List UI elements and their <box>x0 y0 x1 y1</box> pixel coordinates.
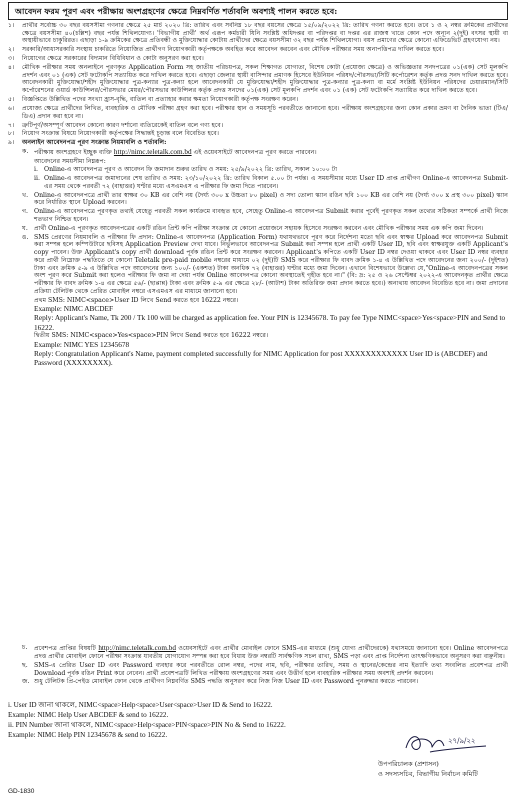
condition-item <box>8 130 508 138</box>
item-text: অনলাইন আবেদনপত্র পূরণ সংক্রান্ত নিয়মাবলি ও শর্তাবলি: <box>22 139 167 147</box>
sms-second-example: Example: NIMC YES 12345678 <box>34 339 130 349</box>
online-sub-e <box>22 234 508 296</box>
sub-number: ক. <box>22 148 29 156</box>
sub-number: ছ. <box>22 661 28 669</box>
document-code: GD-1830 <box>8 788 35 795</box>
condition-item <box>8 122 508 130</box>
schedule-number: ii. <box>34 175 40 183</box>
condition-item <box>8 96 508 104</box>
notice-heading: আবেদন ফরম পূরণ এবং পরীক্ষায় অংশগ্রহণের ক্ষেত্রে নিম্নবর্ণিত শর্তাবলি অবশ্যই পালন করতে হবে: <box>8 2 508 20</box>
sms-first-example: Example: NIMC ABCDEF <box>34 304 114 314</box>
recovery-user-id: i. User ID জানা থাকলে, NIMC<space>Help<space>User<space>User ID & Send to 16222. <box>8 701 273 709</box>
item-number: ৪। <box>8 64 15 72</box>
recovery-pin-example: Example: NIMC Help PIN 12345678 & send to 16222. <box>8 731 168 739</box>
recovery-pin: ii. PIN Number জানা থাকলে, NIMC<space>Help<space>PIN<space>PIN No & Send to 16222. <box>8 721 286 729</box>
schedule-number: i. <box>34 166 38 174</box>
online-sub-a <box>22 148 508 157</box>
sub-text: Online-এ আবেদনপত্রে পূরণকৃত তথ্যই যেহেতু পরবর্তী সকল কার্যক্রমে ব্যবহৃত হবে, সেহেতু Online-এ আবেদনপত্র Submit করার পূর্বেই পূরণকৃত সকল তথ্যের সঠিকতা সম্পর্কে প্রার্থী নিজে শতভাগ নিশ্চিত হবেন। <box>34 208 508 223</box>
item-text: বিজ্ঞপ্তিতে উল্লিখিত পদের সংখ্যা হ্রাস-বৃদ্ধি, বাতিল বা প্রত্যাহার করার ক্ষমতা নিয়োগকারী কর্তৃপক্ষ সংরক্ষণ করেন। <box>22 96 299 104</box>
item-number: ১। <box>8 22 15 29</box>
sub-number: গ. <box>22 208 29 216</box>
online-sub-h <box>22 678 508 686</box>
sub-number: খ. <box>22 191 29 199</box>
sub-number: ঙ. <box>22 233 29 241</box>
item-number: ২। <box>8 46 15 54</box>
online-sub-c <box>22 208 508 223</box>
sms-second-reply: Reply: Congratulation Applicant's Name, payment completed successfully for NIMC Application for post XXXXXXXXXXXX User ID is (ABCDEF) and Password (XXXXXXXX). <box>34 348 488 367</box>
item-text: নিয়োগের ক্ষেত্রে সরকারের বিদ্যমান বিধিবিধান ও কোটা অনুসরণ করা হবে। <box>22 55 204 63</box>
item-number: ৯। <box>8 139 15 147</box>
sub-text: SMS প্রেরণের নিয়মাবলি ও পরীক্ষার ফি প্রদান: Online-এ আবেদনপত্র (Application Form) যথাযথভাবে পূরণ করে নির্দেশনা মতো ছবি এবং স্বাক্ষর Upload করে আবেদনপত্র Submit করা সম্পন্ন হলে কম্পিউটারে ছবিসহ Application Preview দেখা যাবে। নির্ভুলভাবে আবেদনপত্র Submit করা সম্পন্ন হলে প্রার্থী একটি User ID, ছবি এবং স্বাক্ষরযুক্ত একটি Applicant's copy পাবেন। উক্ত Applicant's copy প্রার্থী download পূর্বক রঙিন প্রিন্ট করে সংরক্ষণ করবেন। Applicant's কপিতে একটি User ID নম্বর দেওয়া থাকবে এবং User ID নম্বর ব্যবহার করে প্রার্থী নিম্নোক্ত পদ্ধতিতে যে কোনো Teletalk pre-paid mobile নম্বরের মাধ্যমে ০২ (দুই)টি SMS করে পরীক্ষার ফি বাবদ ক্রমিক ১-৪ এ উল্লিখিত পদে আবেদনের জন্য ২০০/- (দুইশত) টাকা এবং ক্রমিক ৫-৯ এ উল্লিখিত পদে আবেদনের জন্য ১০০/- (একশত) টাকা অনধিক ৭২ (বাহাত্তর) ঘণ্টার মধ্যে জমা দিবেন। এখানে বিশেষভাবে উল্লেখ্য যে,"Online-এ আবেদনপত্রের সকল অংশ পূরণ করে Submit করা হলেও পরীক্ষার ফি জমা না দেয়া পর্যন্ত Online আবেদনপত্র কোনো অবস্থাতেই গৃহীত হবে না।" (বি: দ্র: ২৫ ও ২৬ সেপ্টেম্বর ২০২২-এ আবেদনকৃত প্রার্থীর ক্ষেত্রে পরীক্ষার ফি বাবদ ক্রমিক ১-৪ এর ক্ষেত্রে ৫৬/- (ছাপ্পান্ন) টাকা এবং ক্রমিক ৫-৯ এর ক্ষেত্রে ২৮/- (আটাশ) টাকা অতিরিক্ত জমা প্রদান করতে হবে।) অন্যথায় আবেদন বিবেচিত হবে না। জমা প্রদানের প্রক্রিয়া টেলিটক থেকে প্রেরিত মোবাইল নম্বরে এসএমএস এর মাধ্যমে জানানো হবে। <box>34 233 508 295</box>
item-text: ত্রুটিপূর্ণ/অসম্পূর্ণ আবেদন কোনো কারণ দর্শানো ব্যতিরেকেই বাতিল বলে গণ্য হবে। <box>22 121 224 129</box>
condition-item <box>8 105 508 120</box>
item-number: ৭। <box>8 121 15 129</box>
schedule-text: Online-এ আবেদনপত্র পূরণ ও আবেদন ফি জমাদান শুরুর তারিখ ও সময়: ২৫/৯/২০২২ খ্রি: তারিখ, সকাল ১০:০০ টা <box>44 166 338 174</box>
sub-text-pre: প্রবেশপত্র প্রাপ্তির বিষয়টি <box>34 645 96 652</box>
sub-text <box>34 644 508 661</box>
sub-text-post: ওয়েবসাইটে এবং প্রার্থীর মোবাইল ফোনে SMS-এর মাধ্যমে (শুধু যোগ্য প্রার্থীদেরকে) যথাসময়ে জানানো হবে। Online আবেদনপত্রে প্রদত্ত প্রার্থীর মোবাইল ফোনে পরীক্ষা সংক্রান্ত যাবতীয় যোগাযোগ সম্পন্ন করা হবে বিধায় উক্ত নম্বরটি সার্বক্ষণিক সচল রাখা, SMS পড়া এবং প্রাপ্ত নির্দেশনা তাৎক্ষণিকভাবে অনুসরণ করা বাঞ্ছনীয়। <box>34 645 508 660</box>
schedule-item <box>34 175 508 190</box>
item-text: প্রযোজ্য ক্ষেত্রে প্রার্থীদের লিখিত, ব্যবহারিক ও মৌখিক পরীক্ষা গ্রহণ করা হবে। পরীক্ষার স্থান ও সময়সূচি পরবর্তীতে জানানো হবে। পরীক্ষায় অংশগ্রহণের জন্য কোন প্রকার ভ্রমণ বা দৈনিক ভাতা (টিএ/ডিএ) প্রদান করা হবে না। <box>22 104 508 120</box>
online-sub-g <box>22 662 508 677</box>
item-text: প্রার্থীর সর্বোচ্চ ৩০ বছর বয়সসীমা গণনার ক্ষেত্রে ২৫ মার্চ ২০২০ খ্রি: তারিখ এবং সর্বনিম্ন ১৮ বছর বয়সের ক্ষেত্রে ১৫/০৯/২০২২ খ্রি: তারিখ গণনা করতে হবে। তবে ১ ও ২ নম্বর ক্রমিকের প্রার্থীদের ক্ষেত্রে বয়সসীমা ৪০(চল্লিশ) বছর পর্যন্ত শিথিলযোগ্য। 'বিভাগীয় প্রার্থী' অর্থ এরূপ কর্মচারী যিনি সংশ্লিষ্ট অধিদপ্তর বা পরিদপ্তর বা দপ্তর এর রাজস্ব খাতে কোন পদে অন্যূন ২(দুই) বৎসর স্থায়ী বা অস্থায়ীভাবে চাকুরিরত। এছাড়া ১-৯ ক্রমিকের ক্ষেত্রে প্রতিবন্ধী ও মুক্তিযোদ্ধার কোটায় প্রার্থীদের ক্ষেত্রে বয়সসীমা ৩২ বছর পর্যন্ত শিথিলযোগ্য। বয়স প্রমাণের ক্ষেত্রে কোনো এফিডেভিট গ্রহণযোগ্য নয়। <box>22 22 508 45</box>
admit-card-website-link[interactable]: http://nimc.teletalk.com.bd <box>98 644 176 652</box>
item-text: সরকারি/আধাসরকারি সংস্থায় চাকরিতে নিয়োজিত প্রার্থীগণ নিয়োগকারী কর্তৃপক্ষকে অবহিত করে আবেদন করবেন এবং মৌখিক পরীক্ষার সময় অনাপত্তিপত্র দাখিল করতে হবে। <box>22 46 444 54</box>
condition-item <box>8 64 508 95</box>
online-sub-f <box>22 644 508 661</box>
item-number: ৬। <box>8 104 15 112</box>
schedule-text: Online-এ আবেদনপত্র জমাদানের শেষ তারিখ ও সময়: ২৩/১০/২০২২ খ্রি: তারিখ বিকাল ৫.০০ টা পর্যন্ত। এ সময়সীমার মধ্যে User ID প্রাপ্ত প্রার্থীগণ Online-এ আবেদনপত্র Submit-এর সময় থেকে পরবর্তী ৭২ (বাহাত্তর) ঘণ্টার মধ্যে এসএমএস এ পরীক্ষার ফি জমা দিতে পারবেন। <box>44 175 508 190</box>
sub-number: চ. <box>22 644 28 651</box>
sms-first: প্রথম SMS: NIMC<space>User ID লিখে Send করতে হবে 16222 নম্বরে। <box>34 296 239 304</box>
condition-item <box>8 139 508 147</box>
schedule-item <box>34 166 508 174</box>
item-number: ৮। <box>8 130 15 138</box>
item-text: মৌখিক পরীক্ষার সময় অনলাইনে পূরণকৃত Application Form সহ জাতীয় পরিচয়পত্র, সকল শিক্ষাগত যোগ্যতা, বিশেষ কোটা (প্রযোজ্য ক্ষেত্রে) ও অভিজ্ঞতার সনদপত্রের ০১(এক) সেট মূলকপি প্রদর্শন এবং ০১ (এক) সেট ফটোকপি সত্যায়িত করে দাখিল করতে হবে। এছাড়া জেলার স্থায়ী বাসিন্দার প্রমাণক হিসেবে ইউনিয়ন পরিষদ/পৌরসভা/সিটি কর্পোরেশন কর্তৃক প্রদত্ত সনদ দাখিল করতে হবে। আবেদনকারী মুক্তিযোদ্ধা/শহীদ মুক্তিযোদ্ধার পুত্র-কন্যার পুত্র-কন্যা হলে আবেদনকারী যে মুক্তিযোদ্ধা/শহীদ মুক্তিযোদ্ধার পুত্র-কন্যার পুত্র-কন্যা বা মর্মে সংশ্লিষ্ট ইউনিয়ন পরিষদের চেয়ারম্যান/সিটি কর্পোরেশনের ওয়ার্ড কাউন্সিলর/পৌরসভার মেয়র/পৌরসভার কাউন্সিলর কর্তৃক প্রদত্ত সনদের ০১(এক) সেট মূলকপি প্রদর্শন এবং ০১ (এক) সেট ফটোকপি সত্যায়িত করে দাখিল করতে হবে। <box>22 64 508 95</box>
online-sub-d <box>22 225 508 233</box>
conditions-body <box>8 22 508 642</box>
sub-text-pre: পরীক্ষায় অংশগ্রহণে ইচ্ছুক ব্যক্তি <box>34 149 112 157</box>
sub-text <box>34 148 508 157</box>
item-number: ৫। <box>8 96 15 104</box>
handwritten-signature <box>400 728 490 758</box>
application-website-link[interactable]: http://nimc.teletalk.com.bd <box>113 148 192 157</box>
sub-text: শুধু টেলিটক প্রি-পেইড মোবাইল ফোন থেকে প্রার্থীগণ নিম্নবর্ণিত SMS পদ্ধতি অনুসরণ করে নিজ নিজ User ID এবং Password পুনরুদ্ধার করতে পারবেন। <box>34 678 419 686</box>
sub-text: প্রার্থী Online-এ পূরণকৃত আবেদনপত্রের একটি রঙিন প্রিন্ট কপি পরীক্ষা সংক্রান্ত যে কোনো প্রয়োজনে সহায়ক হিসেবে সংরক্ষণ করবেন এবং মৌখিক পরীক্ষার সময় এক কপি জমা দিবেন। <box>34 224 484 232</box>
sub-text: SMS-এ প্রেরিত User ID এবং Password ব্যবহার করে পরবর্তীতে রোল নম্বর, পদের নাম, ছবি, পরীক্ষার তারিখ, সময় ও স্থানের/কেন্দ্রের নাম ইত্যাদি তথ্য সংবলিত প্রবেশপত্র প্রার্থী Download পূর্বক রঙিন Print করে নেবেন। প্রার্থী প্রবেশপত্রটি লিখিত পরীক্ষায় অংশগ্রহণের সময় এবং উত্তীর্ণ হলে ব্যবহারিক পরীক্ষার সময় অবশ্যই প্রদর্শন করবেন। <box>34 661 508 677</box>
sub-text-post: এই ওয়েবসাইটে আবেদনপত্র পূরণ করতে পারবেন। <box>193 149 317 157</box>
condition-item <box>8 22 508 45</box>
online-sub-b <box>22 192 508 207</box>
condition-item <box>8 55 508 63</box>
sms-first-reply: Reply: Applicant's Name, Tk 200 / Tk 100 will be charged as application fee. Your PIN is 12345678. To pay fee Type NIMC<space>Yes<space>PIN and Send to 16222. <box>34 313 506 332</box>
item-number: ৩। <box>8 55 15 63</box>
sub-number: ঘ. <box>22 224 28 232</box>
sub-text: Online-এ আবেদনপত্রে প্রার্থী তার স্বাক্ষর ৩০ KB এর বেশি নয় (দৈর্ঘ্য ৩০০ x উচ্চতা ৮০ pixel) ও সদ্য তোলা স্ক্যান রঙিন ছবি ১০০ KB এর বেশি নয় (দৈর্ঘ্য ৩০০ x প্রস্থ ৩০০ pixel) স্ক্যান করে নির্ধারিত স্থানে Upload করবেন। <box>34 191 508 207</box>
signatory-title: উপপরিচালক (প্রশাসন) <box>378 760 439 768</box>
recovery-user-id-example: Example: NIMC Help User ABCDEF & send to 16222. <box>8 711 169 719</box>
sub-number: জ. <box>22 678 30 686</box>
item-text: নিয়োগ সংক্রান্ত বিষয়ে নিয়োগকারী কর্তৃপক্ষের সিদ্ধান্তই চূড়ান্ত বলে বিবেচিত হবে। <box>22 130 220 138</box>
condition-item <box>8 46 508 54</box>
signatory-committee: ও সদস্যসচিব, বিভাগীয় নির্বাচন কমিটি <box>378 770 478 778</box>
signature-date: ২৭/৯/২২ <box>448 737 476 745</box>
recovery-section <box>8 700 388 784</box>
schedule-label: আবেদনের সময়সীমা নিম্নরূপ: <box>34 158 106 166</box>
sms-second: দ্বিতীয় SMS: NIMC<space>Yes<space>PIN লিখে Send করতে হবে 16222 নম্বরে। <box>34 331 269 339</box>
